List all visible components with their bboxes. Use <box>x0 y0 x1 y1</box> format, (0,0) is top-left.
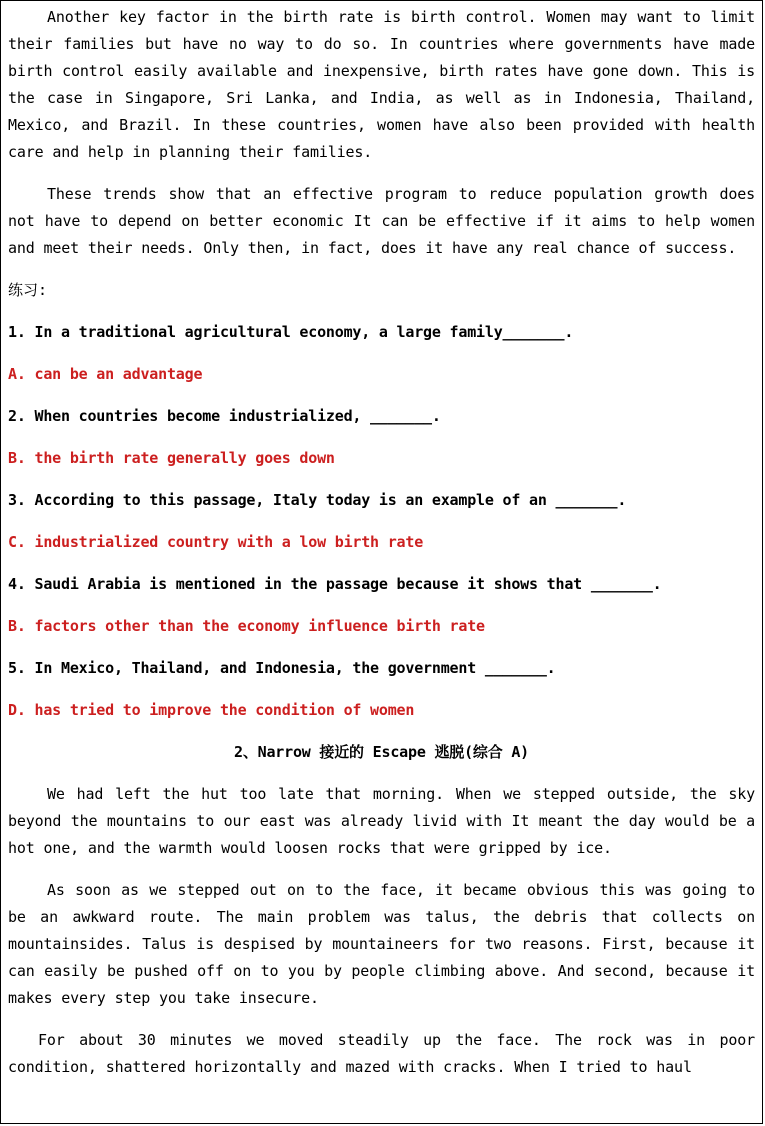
question-3: 3. According to this passage, Italy today is an example of an _______. <box>8 491 627 509</box>
passage1-paragraph-2: These trends show that an effective program to reduce population growth does not have to depend on better economic It can be effective if it aims to help women and meet their needs. Only then, in fact, does it have any real chance of success. <box>8 185 755 257</box>
passage2-paragraph-2: As soon as we stepped out on to the face, it became obvious this was going to be an awkward route. The main problem was talus, the debris that collects on mountainsides. Talus is despised by mountaineers for two reasons. First, because it can easily be pushed off on to you by people climbing above. And second, because it makes every step you take insecure. <box>8 881 755 1007</box>
answer-5: D. has tried to improve the condition of women <box>8 701 415 719</box>
passage2-paragraph-3: For about 30 minutes we moved steadily up the face. The rock was in poor condition, shattered horizontally and mazed with cracks. When I tried to haul <box>8 1031 755 1076</box>
exercise-label: 练习: <box>8 281 48 299</box>
answer-1: A. can be an advantage <box>8 365 203 383</box>
question-5: 5. In Mexico, Thailand, and Indonesia, the government _______. <box>8 659 556 677</box>
question-1: 1. In a traditional agricultural economy, a large family_______. <box>8 323 574 341</box>
answer-4: B. factors other than the economy influence birth rate <box>8 617 485 635</box>
question-2: 2. When countries become industrialized, _______. <box>8 407 441 425</box>
passage2-paragraph-1: We had left the hut too late that morning. When we stepped outside, the sky beyond the mountains to our east was already livid with It meant the day would be a hot one, and the warmth would loosen rocks that were gripped by ice. <box>8 785 755 857</box>
passage1-paragraph-1: Another key factor in the birth rate is birth control. Women may want to limit their families but have no way to do so. In countries where governments have made birth control easily available and inexpensive, birth rates have gone down. This is the case in Singapore, Sri Lanka, and India, as well as in Indonesia, Thailand, Mexico, and Brazil. In these countries, women have also been provided with health care and help in planning their families. <box>8 8 755 161</box>
document-body <box>8 4 755 1081</box>
question-4: 4. Saudi Arabia is mentioned in the passage because it shows that _______. <box>8 575 662 593</box>
answer-2: B. the birth rate generally goes down <box>8 449 335 467</box>
answer-3: C. industrialized country with a low birth rate <box>8 533 424 551</box>
section-heading: 2、Narrow 接近的 Escape 逃脱(综合 A) <box>233 743 530 761</box>
